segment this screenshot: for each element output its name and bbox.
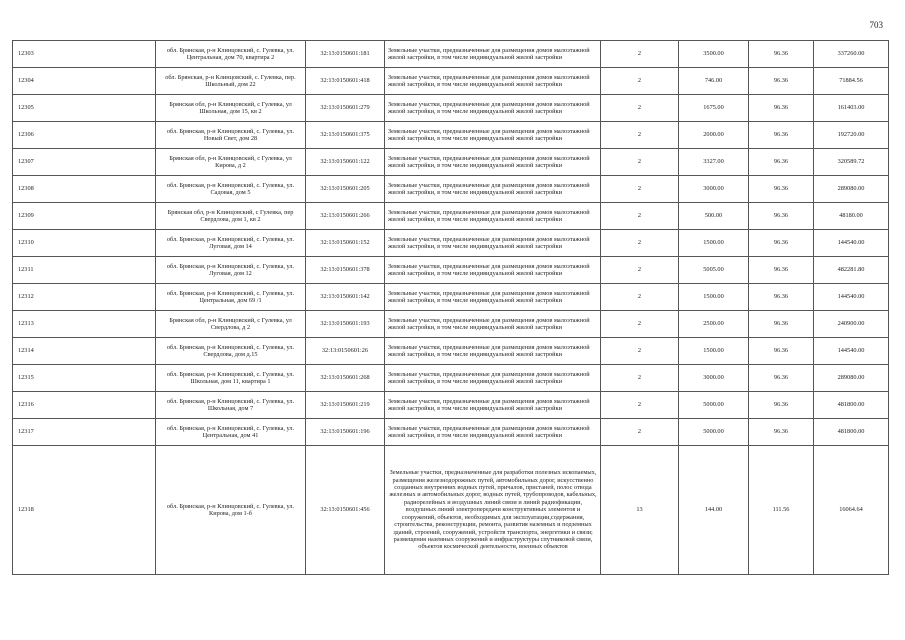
cadastral-value-cell: 144540.00 xyxy=(814,284,889,311)
cadastral-number-cell: 32:13:0150601:26 xyxy=(306,338,385,365)
cadastral-value-cell: 320589.72 xyxy=(814,149,889,176)
group-cell: 2 xyxy=(601,149,679,176)
land-use-cell: Земельные участки, предназначенные для размещения домов малоэтажной жилой застройки, в том числе индивидуальной жилой застройки xyxy=(385,203,601,230)
cadastral-value-cell: 192720.00 xyxy=(814,122,889,149)
row-number-cell: 12310 xyxy=(13,230,156,257)
table-row xyxy=(13,311,889,338)
land-use-cell: Земельные участки, предназначенные для размещения домов малоэтажной жилой застройки, в том числе индивидуальной жилой застройки xyxy=(385,338,601,365)
area-cell: 3500.00 xyxy=(679,41,749,68)
row-number-cell: 12318 xyxy=(13,446,156,575)
table-row xyxy=(13,365,889,392)
group-cell: 2 xyxy=(601,41,679,68)
cadastral-number-cell: 32:13:0150601:142 xyxy=(306,284,385,311)
address-cell: обл. Брянская, р-н Клинцовский, с. Гулевка, ул. Центральная, дом 70, квартира 2 xyxy=(156,41,306,68)
cadastral-number-cell: 32:13:0150601:181 xyxy=(306,41,385,68)
group-cell: 2 xyxy=(601,68,679,95)
row-number-cell: 12317 xyxy=(13,419,156,446)
rate-cell: 96.36 xyxy=(749,365,814,392)
land-use-cell: Земельные участки, предназначенные для размещения домов малоэтажной жилой застройки, в том числе индивидуальной жилой застройки xyxy=(385,392,601,419)
address-cell: Брянская обл, р-н Клинцовский, с Гулевка, ул Кирова, д 2 xyxy=(156,149,306,176)
land-use-cell: Земельные участки, предназначенные для размещения домов малоэтажной жилой застройки, в том числе индивидуальной жилой застройки xyxy=(385,41,601,68)
table-row xyxy=(13,446,889,575)
area-cell: 1500.00 xyxy=(679,284,749,311)
cadastral-value-cell: 481800.00 xyxy=(814,419,889,446)
address-cell: Брянская обл, р-н Клинцовский, с Гулевка, ул Свердлова, д 2 xyxy=(156,311,306,338)
cadastral-number-cell: 32:13:0150601:456 xyxy=(306,446,385,575)
cadastral-value-cell: 482281.80 xyxy=(814,257,889,284)
area-cell: 5000.00 xyxy=(679,419,749,446)
row-number-cell: 12313 xyxy=(13,311,156,338)
row-number-cell: 12303 xyxy=(13,41,156,68)
group-cell: 2 xyxy=(601,311,679,338)
table-row xyxy=(13,122,889,149)
row-number-cell: 12311 xyxy=(13,257,156,284)
address-cell: обл. Брянская, р-н Клинцовский, с. Гулевка, ул. Центральная, дом 69 /1 xyxy=(156,284,306,311)
area-cell: 144.00 xyxy=(679,446,749,575)
land-use-cell: Земельные участки, предназначенные для размещения домов малоэтажной жилой застройки, в том числе индивидуальной жилой застройки xyxy=(385,95,601,122)
area-cell: 2500.00 xyxy=(679,311,749,338)
row-number-cell: 12316 xyxy=(13,392,156,419)
address-cell: обл. Брянская, р-н Клинцовский, с. Гулевка, ул. Свердлова, дом д.15 xyxy=(156,338,306,365)
rate-cell: 96.36 xyxy=(749,257,814,284)
row-number-cell: 12307 xyxy=(13,149,156,176)
row-number-cell: 12315 xyxy=(13,365,156,392)
group-cell: 2 xyxy=(601,392,679,419)
cadastral-value-cell: 289080.00 xyxy=(814,365,889,392)
table-row xyxy=(13,230,889,257)
rate-cell: 111.56 xyxy=(749,446,814,575)
row-number-cell: 12314 xyxy=(13,338,156,365)
address-cell: обл. Брянская, р-н Клинцовский, с. Гулевка, ул. Луговая, дом 14 xyxy=(156,230,306,257)
area-cell: 1500.00 xyxy=(679,230,749,257)
table-row xyxy=(13,419,889,446)
cadastral-number-cell: 32:13:0150601:205 xyxy=(306,176,385,203)
rate-cell: 96.36 xyxy=(749,284,814,311)
table-row xyxy=(13,257,889,284)
land-use-cell: Земельные участки, предназначенные для размещения домов малоэтажной жилой застройки, в том числе индивидуальной жилой застройки xyxy=(385,68,601,95)
table-row xyxy=(13,284,889,311)
area-cell: 5000.00 xyxy=(679,392,749,419)
rate-cell: 96.36 xyxy=(749,419,814,446)
land-use-cell: Земельные участки, предназначенные для размещения домов малоэтажной жилой застройки, в том числе индивидуальной жилой застройки xyxy=(385,284,601,311)
land-use-cell: Земельные участки, предназначенные для размещения домов малоэтажной жилой застройки, в том числе индивидуальной жилой застройки xyxy=(385,257,601,284)
cadastral-number-cell: 32:13:0150601:279 xyxy=(306,95,385,122)
rate-cell: 96.36 xyxy=(749,68,814,95)
cadastral-value-cell: 240900.00 xyxy=(814,311,889,338)
cadastral-value-cell: 144540.00 xyxy=(814,230,889,257)
address-cell: обл. Брянская, р-н Клинцовский, с. Гулевка, ул. Центральная, дом 41 xyxy=(156,419,306,446)
cadastral-value-cell: 16064.64 xyxy=(814,446,889,575)
address-cell: обл. Брянская, р-н Клинцовский, с. Гулевка, ул. Кирова, дом 1-б xyxy=(156,446,306,575)
area-cell: 1675.00 xyxy=(679,95,749,122)
rate-cell: 96.36 xyxy=(749,176,814,203)
group-cell: 2 xyxy=(601,95,679,122)
group-cell: 2 xyxy=(601,176,679,203)
area-cell: 3327.00 xyxy=(679,149,749,176)
table-row xyxy=(13,149,889,176)
land-use-cell: Земельные участки, предназначенные для размещения домов малоэтажной жилой застройки, в том числе индивидуальной жилой застройки xyxy=(385,365,601,392)
table-row xyxy=(13,176,889,203)
land-use-cell: Земельные участки, предназначенные для размещения домов малоэтажной жилой застройки, в том числе индивидуальной жилой застройки xyxy=(385,176,601,203)
area-cell: 3000.00 xyxy=(679,176,749,203)
rate-cell: 96.36 xyxy=(749,122,814,149)
cadastral-value-cell: 161403.00 xyxy=(814,95,889,122)
cadastral-value-cell: 337260.00 xyxy=(814,41,889,68)
row-number-cell: 12312 xyxy=(13,284,156,311)
land-use-cell: Земельные участки, предназначенные для размещения домов малоэтажной жилой застройки, в том числе индивидуальной жилой застройки xyxy=(385,122,601,149)
table-row xyxy=(13,392,889,419)
cadastral-value-cell: 48180.00 xyxy=(814,203,889,230)
group-cell: 2 xyxy=(601,284,679,311)
cadastral-number-cell: 32:13:0150601:122 xyxy=(306,149,385,176)
cadastral-value-cell: 481800.00 xyxy=(814,392,889,419)
row-number-cell: 12309 xyxy=(13,203,156,230)
cadastral-number-cell: 32:13:0150601:375 xyxy=(306,122,385,149)
page-number: 703 xyxy=(869,20,883,30)
group-cell: 2 xyxy=(601,338,679,365)
group-cell: 2 xyxy=(601,122,679,149)
area-cell: 500.00 xyxy=(679,203,749,230)
cadastral-value-cell: 71884.56 xyxy=(814,68,889,95)
cadastral-number-cell: 32:13:0150601:378 xyxy=(306,257,385,284)
area-cell: 1500.00 xyxy=(679,338,749,365)
land-use-cell: Земельные участки, предназначенные для размещения домов малоэтажной жилой застройки, в том числе индивидуальной жилой застройки xyxy=(385,230,601,257)
land-use-cell: Земельные участки, предназначенные для размещения домов малоэтажной жилой застройки, в том числе индивидуальной жилой застройки xyxy=(385,419,601,446)
group-cell: 13 xyxy=(601,446,679,575)
row-number-cell: 12306 xyxy=(13,122,156,149)
address-cell: обл. Брянская, р-н Клинцовский, с. Гулевка, пер. Школьный, дом 22 xyxy=(156,68,306,95)
cadastral-number-cell: 32:13:0150601:418 xyxy=(306,68,385,95)
table-body xyxy=(13,41,889,575)
area-cell: 746.00 xyxy=(679,68,749,95)
rate-cell: 96.36 xyxy=(749,203,814,230)
address-cell: обл. Брянская, р-н Клинцовский, с. Гулевка, ул. Садовая, дом 5 xyxy=(156,176,306,203)
table-row xyxy=(13,41,889,68)
table-row xyxy=(13,203,889,230)
row-number-cell: 12305 xyxy=(13,95,156,122)
address-cell: Брянская обл, р-н Клинцовский, с Гулевка, ул Школьная, дом 15, кв 2 xyxy=(156,95,306,122)
address-cell: обл. Брянская, р-н Клинцовский, с. Гулевка, ул. Новый Свет, дом 28 xyxy=(156,122,306,149)
cadastral-value-table xyxy=(12,40,889,575)
area-cell: 5005.00 xyxy=(679,257,749,284)
cadastral-number-cell: 32:13:0150601:193 xyxy=(306,311,385,338)
rate-cell: 96.36 xyxy=(749,95,814,122)
group-cell: 2 xyxy=(601,203,679,230)
cadastral-value-cell: 289080.00 xyxy=(814,176,889,203)
group-cell: 2 xyxy=(601,257,679,284)
group-cell: 2 xyxy=(601,365,679,392)
land-use-cell: Земельные участки, предназначенные для разработки полезных ископаемых, размещения железнодорожных путей, автомобильных дорог, искусственно созданных внутренних водных путей, причалов, пристаней, полос отвода железных и автомобильных дорог, водных путей, трубопроводов, кабельных, радиорелейных и воздушных линий связи и линий радиофикации, воздушных линий электропередачи конструктивных элементов и сооружений, объектов, необходимых для эксплуатации,содержания, строительства, реконструкции, ремонта, развития наземных и подземных зданий, строений, сооружений, устройств транспорта, энергетики и связи; размещения наземных сооружений и инфраструктуры спутниковой связи, объектов космической деятельности, военных объектов xyxy=(385,446,601,575)
rate-cell: 96.36 xyxy=(749,230,814,257)
address-cell: обл. Брянская, р-н Клинцовский, с. Гулевка, ул. Луговая, дом 12 xyxy=(156,257,306,284)
rate-cell: 96.36 xyxy=(749,41,814,68)
group-cell: 2 xyxy=(601,230,679,257)
cadastral-number-cell: 32:13:0150601:152 xyxy=(306,230,385,257)
address-cell: Брянская обл, р-н Клинцовский, с Гулевка, пер Свердлова, дом 1, кв 2 xyxy=(156,203,306,230)
cadastral-value-cell: 144540.00 xyxy=(814,338,889,365)
address-cell: обл. Брянская, р-н Клинцовский, с. Гулевка, ул. Школьная, дом 7 xyxy=(156,392,306,419)
land-use-cell: Земельные участки, предназначенные для размещения домов малоэтажной жилой застройки, в том числе индивидуальной жилой застройки xyxy=(385,311,601,338)
land-use-cell: Земельные участки, предназначенные для размещения домов малоэтажной жилой застройки, в том числе индивидуальной жилой застройки xyxy=(385,149,601,176)
cadastral-number-cell: 32:13:0150601:219 xyxy=(306,392,385,419)
address-cell: обл. Брянская, р-н Клинцовский, с. Гулевка, ул. Школьная, дом 11, квартира 1 xyxy=(156,365,306,392)
row-number-cell: 12304 xyxy=(13,68,156,95)
table-row xyxy=(13,95,889,122)
table-row xyxy=(13,68,889,95)
row-number-cell: 12308 xyxy=(13,176,156,203)
table-row xyxy=(13,338,889,365)
area-cell: 2000.00 xyxy=(679,122,749,149)
rate-cell: 96.36 xyxy=(749,149,814,176)
cadastral-number-cell: 32:13:0150601:268 xyxy=(306,365,385,392)
cadastral-number-cell: 32:13:0150601:196 xyxy=(306,419,385,446)
rate-cell: 96.36 xyxy=(749,338,814,365)
rate-cell: 96.36 xyxy=(749,311,814,338)
rate-cell: 96.36 xyxy=(749,392,814,419)
group-cell: 2 xyxy=(601,419,679,446)
area-cell: 3000.00 xyxy=(679,365,749,392)
cadastral-number-cell: 32:13:0150601:266 xyxy=(306,203,385,230)
